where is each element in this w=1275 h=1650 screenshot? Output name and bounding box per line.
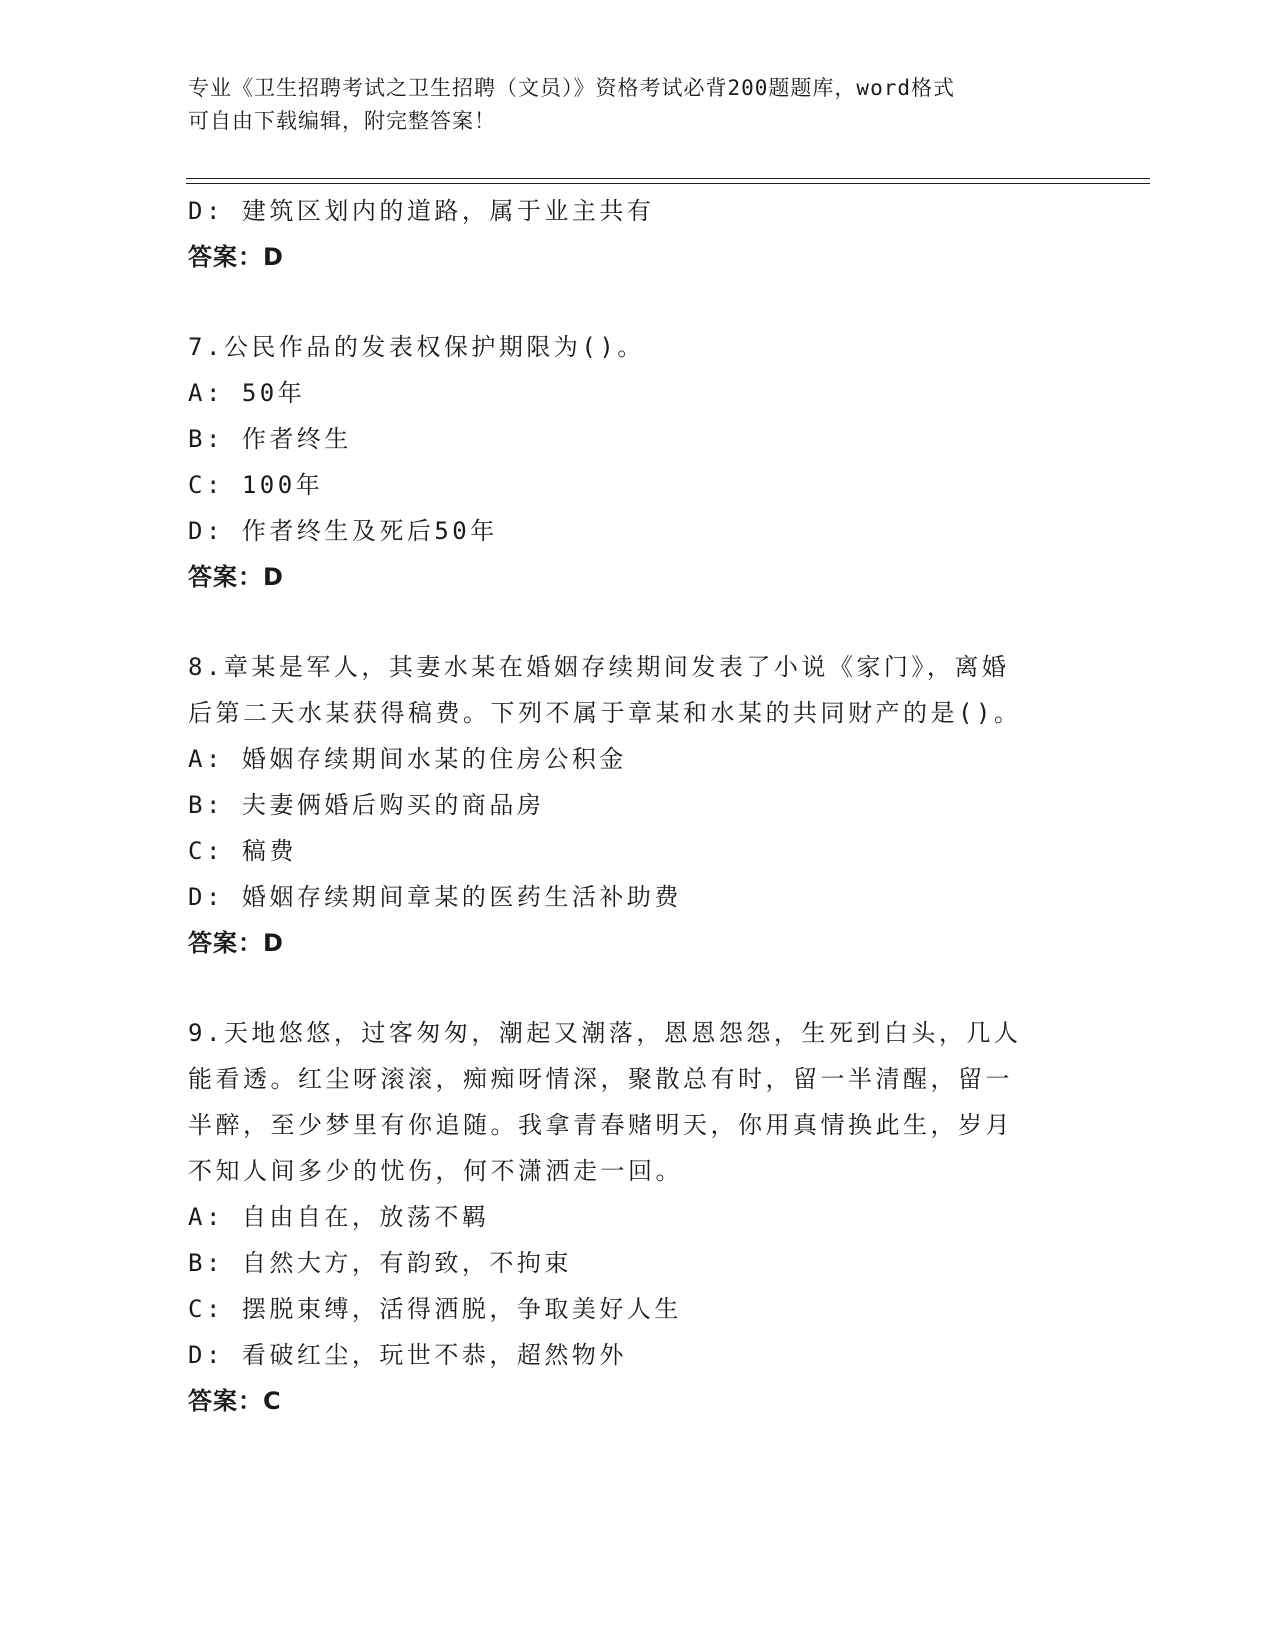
document-header (188, 72, 1088, 138)
option-d: D: 建筑区划内的道路，属于业主共有 (188, 197, 655, 225)
option-a: A: 50年 (188, 379, 306, 407)
question-list (188, 188, 1088, 1424)
question-stem-line: 不知人间多少的忧伤，何不潇洒走一回。 (188, 1157, 683, 1185)
question-6-tail (188, 188, 1088, 280)
option-b: B: 自然大方，有韵致，不拘束 (188, 1249, 572, 1277)
option-c: C: 摆脱束缚，活得洒脱，争取美好人生 (188, 1295, 682, 1323)
header-line-2: 可自由下载编辑，附完整答案！ (188, 109, 496, 133)
question-8 (188, 644, 1088, 966)
header-divider-top (186, 178, 1150, 179)
question-stem-line: 半醉，至少梦里有你追随。我拿青春赌明天，你用真情换此生，岁月 (188, 1111, 1013, 1139)
spacer (188, 600, 1088, 644)
option-c: C: 稿费 (188, 837, 297, 865)
option-b: B: 作者终生 (188, 425, 352, 453)
option-d: D: 看破红尘，玩世不恭，超然物外 (188, 1341, 627, 1369)
question-stem-line: 8.章某是军人，其妻水某在婚姻存续期间发表了小说《家门》，离婚 (188, 653, 1010, 681)
option-d: D: 婚姻存续期间章某的医药生活补助费 (188, 883, 682, 911)
answer-line: 答案：C (188, 1387, 282, 1415)
spacer (188, 280, 1088, 324)
question-stem-line: 9.天地悠悠，过客匆匆，潮起又潮落，恩恩怨怨，生死到白头，几人 (188, 1019, 1022, 1047)
option-d: D: 作者终生及死后50年 (188, 517, 498, 545)
option-b: B: 夫妻俩婚后购买的商品房 (188, 791, 545, 819)
spacer (188, 966, 1088, 1010)
header-line-1: 专业《卫生招聘考试之卫生招聘（文员）》资格考试必背200题题库，word格式 (188, 76, 955, 100)
answer-line: 答案：D (188, 243, 284, 271)
option-a: A: 自由自在，放荡不羁 (188, 1203, 490, 1231)
question-stem: 7.公民作品的发表权保护期限为()。 (188, 333, 645, 361)
answer-line: 答案：D (188, 929, 284, 957)
question-stem-line: 能看透。红尘呀滚滚，痴痴呀情深，聚散总有时，留一半清醒，留一 (188, 1065, 1013, 1093)
question-stem-line: 后第二天水某获得稿费。下列不属于章某和水某的共同财产的是()。 (188, 699, 1022, 727)
answer-line: 答案：D (188, 563, 284, 591)
option-a: A: 婚姻存续期间水某的住房公积金 (188, 745, 627, 773)
question-9 (188, 1010, 1088, 1424)
header-divider-bottom (186, 183, 1150, 184)
option-c: C: 100年 (188, 471, 324, 499)
question-7 (188, 324, 1088, 600)
